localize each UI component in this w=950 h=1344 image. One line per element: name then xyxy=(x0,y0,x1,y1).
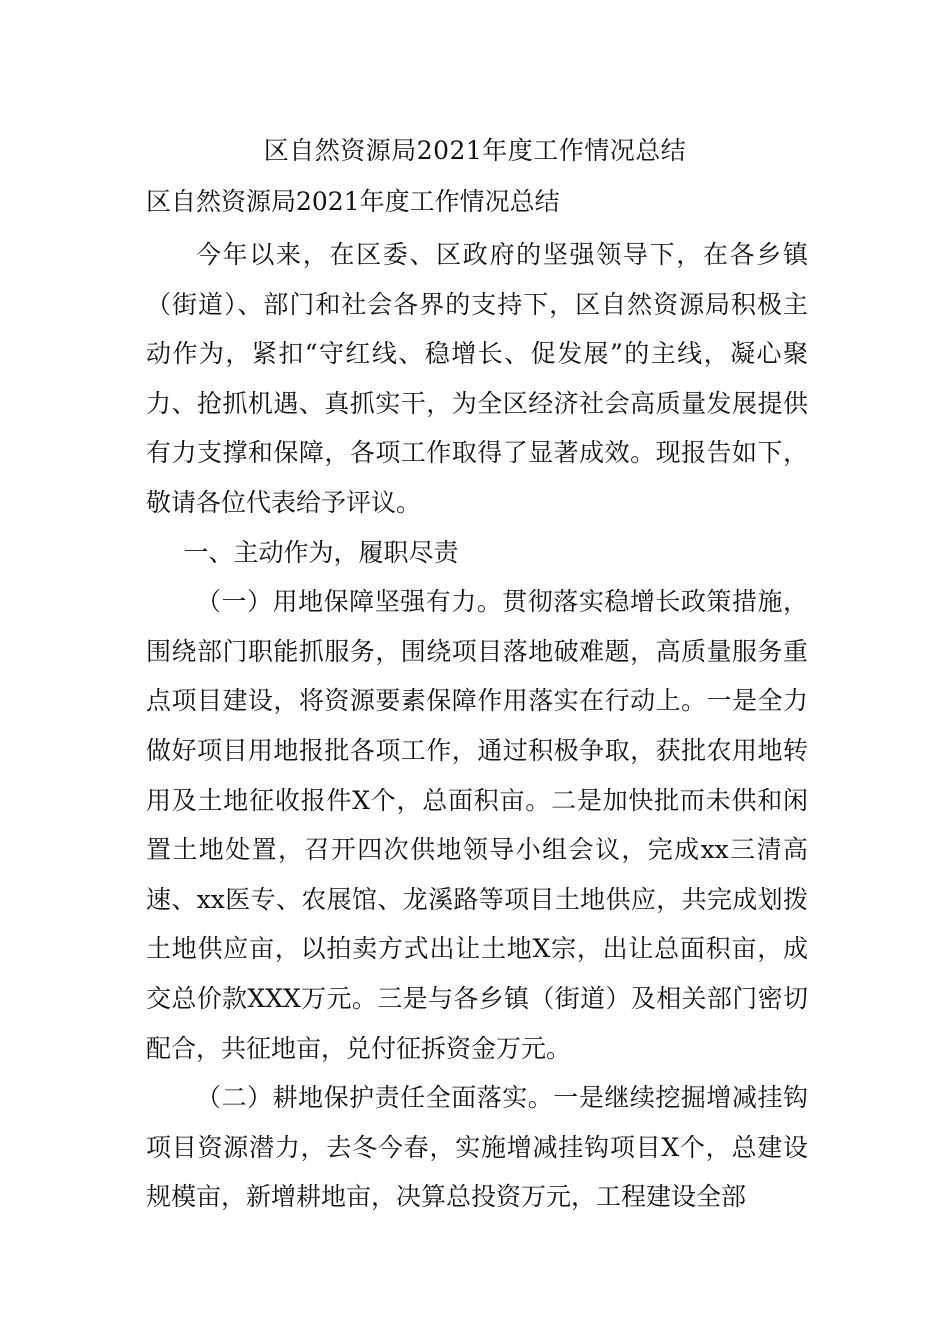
document-subtitle: 区自然资源局2021年度工作情况总结 xyxy=(146,187,560,216)
intro-paragraph: 今年以来，在区委、区政府的坚强领导下，在各乡镇（街道）、部门和社会各界的支持下，区自然资源局积极主动作为，紧扣“守红线、稳增长、促发展”的主线，凝心聚力、抢抓机遇、真抓实干，为全区经济社会高质量发展提供有力支撑和保障，各项工作取得了显著成效。现报告如下，敬请各位代表给予评议。 xyxy=(146,240,808,517)
section-paragraph-land-use: （一）用地保障坚强有力。贯彻落实稳增长政策措施，围绕部门职能抓服务，围绕项目落地破难题，高质量服务重点项目建设，将资源要素保障作用落实在行动上。一是全力做好项目用地报批各项工作，通过积极争取，获批农用地转用及土地征收报件X个，总面积亩。二是加快批而未供和闲置土地处置，召开四次供地领导小组会议，完成xx三清高速、xx医专、农展馆、龙溪路等项目土地供应，共完成划拨土地供应亩，以拍卖方式出让土地X宗，出让总面积亩，成交总价款XXX万元。三是与各乡镇（街道）及相关部门密切配合，共征地亩，兑付征拆资金万元。 xyxy=(146,587,808,1063)
document-body xyxy=(146,230,808,1222)
section-paragraph-farmland: （二）耕地保护责任全面落实。一是继续挖掘增减挂钩项目资源潜力，去冬今春，实施增减挂钩项目X个，总建设规模亩，新增耕地亩，决算总投资万元，工程建设全部 xyxy=(146,1083,808,1212)
section-heading: 一、主动作为，履职尽责 xyxy=(183,537,459,567)
document-title: 区自然资源局2021年度工作情况总结 xyxy=(263,136,687,165)
